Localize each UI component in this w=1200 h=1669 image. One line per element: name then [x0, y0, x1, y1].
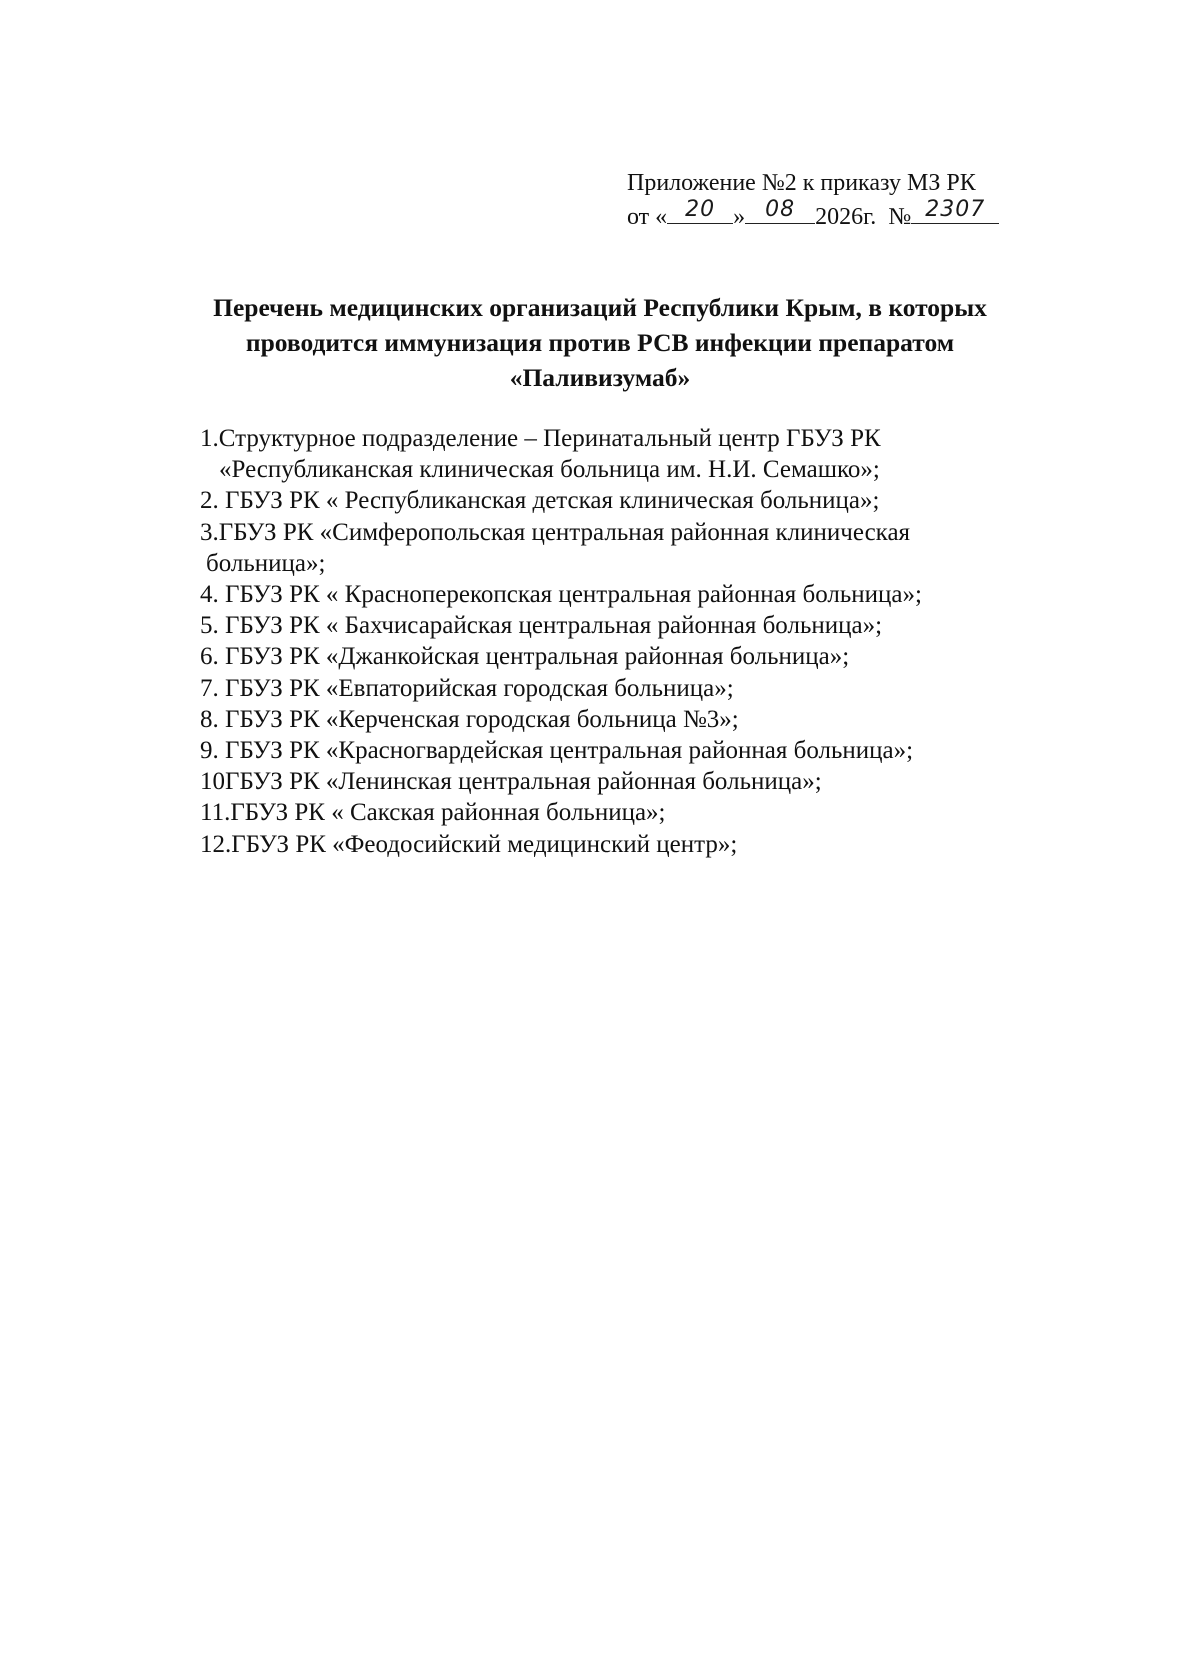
list-item-3-continuation: больница»;	[206, 549, 326, 577]
list-item-6: 6. ГБУЗ РК «Джанкойская центральная районная больница»;	[200, 643, 850, 671]
date-year: 2026г.	[815, 204, 877, 230]
list-item-3: 3.ГБУЗ РК «Симферопольская центральная районная клиническая	[200, 518, 911, 546]
handwritten-day-field	[667, 199, 733, 224]
title-line-1: Перечень медицинских организаций Республики Крым, в которых	[213, 293, 987, 322]
handwritten-day: 20	[685, 197, 716, 222]
list-item-5: 5. ГБУЗ РК « Бахчисарайская центральная районная больница»;	[200, 612, 883, 640]
appendix-date-line	[627, 199, 1047, 233]
list-item-2: 2. ГБУЗ РК « Республиканская детская клиническая больница»;	[200, 487, 880, 515]
handwritten-number: 2307	[925, 197, 986, 222]
number-sign: №	[888, 204, 912, 230]
handwritten-number-field	[911, 199, 999, 224]
appendix-reference: Приложение №2 к приказу МЗ РК	[627, 170, 976, 196]
list-item-11: 11.ГБУЗ РК « Сакская районная больница»;	[200, 799, 666, 827]
date-prefix: от «	[627, 204, 668, 230]
list-item-9: 9. ГБУЗ РК «Красногвардейская центральная районная больница»;	[200, 737, 914, 765]
handwritten-month-field	[745, 199, 815, 224]
date-quote-close: »	[733, 204, 746, 230]
appendix-header	[627, 168, 1047, 233]
document-title	[160, 290, 1040, 395]
list-item-12: 12.ГБУЗ РК «Феодосийский медицинский центр»;	[200, 830, 738, 858]
list-item-10: 10ГБУЗ РК «Ленинская центральная районная больница»;	[200, 768, 822, 796]
list-item-4: 4. ГБУЗ РК « Красноперекопская центральная районная больница»;	[200, 581, 922, 609]
list-item-1: 1.Структурное подразделение – Перинатальный центр ГБУЗ РК	[200, 425, 881, 452]
list-item-1-continuation: «Республиканская клиническая больница им. Н.И. Семашко»;	[219, 456, 880, 484]
title-line-3: «Паливизумаб»	[509, 363, 691, 392]
title-line-2: проводится иммунизация против РСВ инфекции препаратом	[245, 328, 955, 357]
list-item-7: 7. ГБУЗ РК «Евпаторийская городская больница»;	[200, 674, 734, 702]
handwritten-month: 08	[765, 197, 796, 222]
list-item-8: 8. ГБУЗ РК «Керченская городская больница №3»;	[200, 705, 739, 733]
organization-list	[200, 423, 1100, 860]
